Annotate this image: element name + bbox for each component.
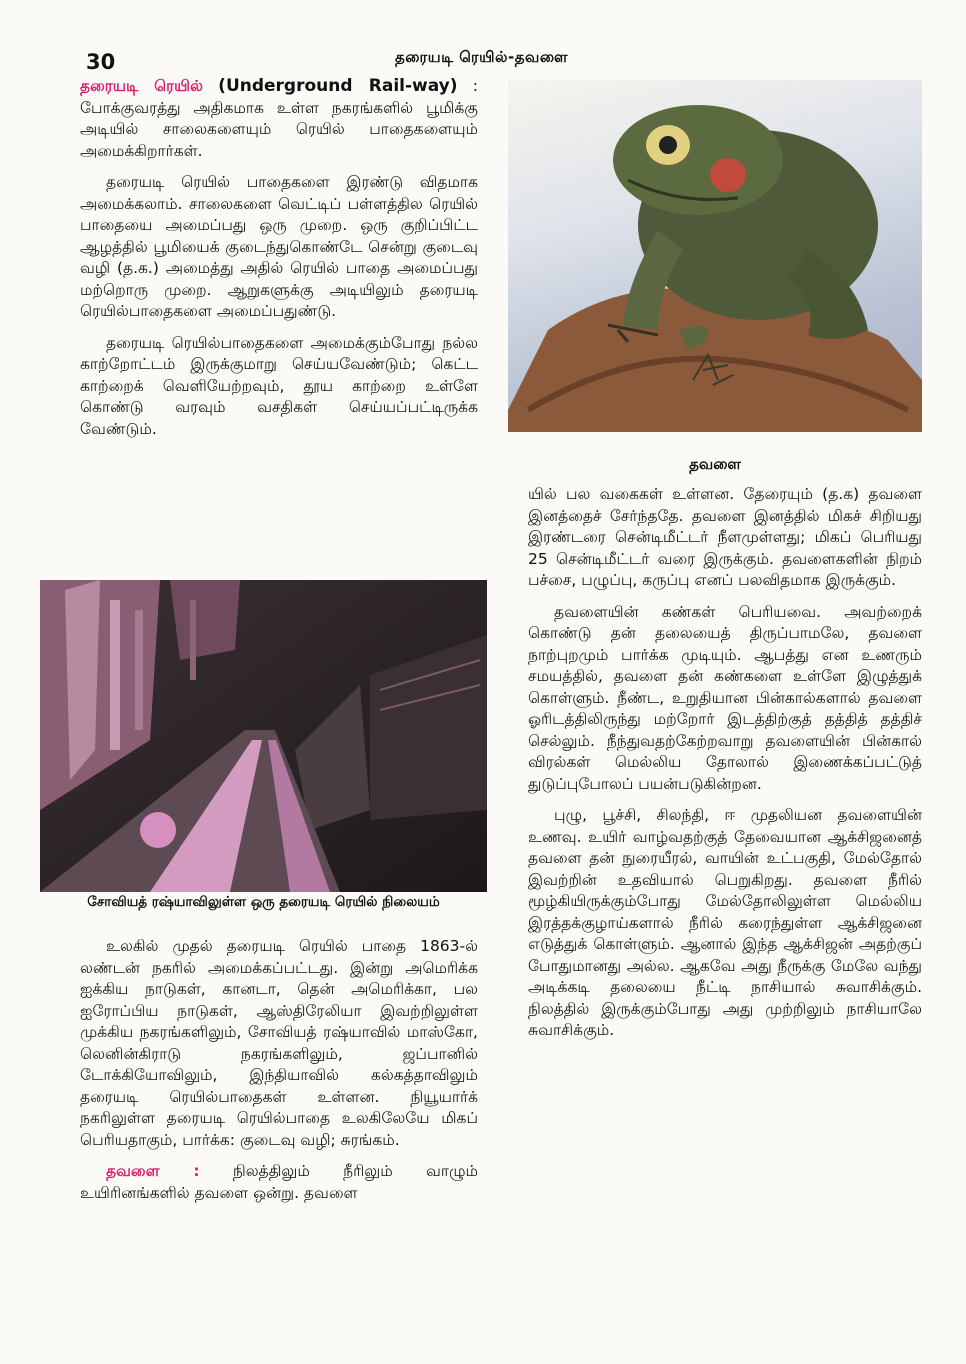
frog-paragraph-4: புழு, பூச்சி, சிலந்தி, ஈ முதலியன தவளையின் உணவு. உயிர் வாழ்வதற்குத் தேவையான ஆக்சிஜனைத் தவளை தன் நுரையீரல், வாயின் உட்பகுதி, மேல்தோல் இவற்றின் உதவியால் பெறுகிறது. தவளை நீரில் மூழ்கியிருக்கும்போது மேல்தோலிலுள்ள மெல்லிய இரத்தக்குழாய்களால் நீரில் கரைந்துள்ள ஆக்சிஜனை எடுத்துக் கொள்ளும். ஆனால் இந்த ஆக்சிஜன் அதற்குப் போதுமானது அல்ல. ஆகவே அது நீருக்கு மேலே வந்து அடிக்கடி தலையை நீட்டி நாசியால் சுவாசிக்கும். நிலத்தில் இருக்கும்போது அது முற்றிலும் நாசியாலே சுவாசிக்கும். xyxy=(528,806,922,1039)
left-column-top xyxy=(80,76,478,450)
running-head: தரையடி ரெயில்-தவளை xyxy=(395,48,569,66)
left-column-bottom xyxy=(80,936,478,1214)
right-column xyxy=(528,484,922,1052)
underground-rail-paragraph-4: உலகில் முதல் தரையடி ரெயில் பாதை 1863-ல் லண்டன் நகரில் அமைக்கப்பட்டது. இன்று அமெரிக்க ஐக்கிய நாடுகள், கானடா, தென் அமெரிக்கா, பல ஐரோப்பிய நாடுகள், ஆஸ்திரேலியா இவற்றிலுள்ள முக்கிய நகரங்களிலும், சோவியத் ரஷ்யாவில் மாஸ்கோ, லெனின்கிராடு நகரங்களிலும், ஜப்பானில் டோக்கியோவிலும், இந்தியாவில் கல்கத்தாவிலும் தரையடி ரெயில்பாதைகள் உள்ளன. நியூயார்க் நகரிலுள்ள தரையடி ரெயில்பாதை உலகிலேயே மிகப் பெரியதாகும், பார்க்க: குடைவு வழி; சுரங்கம். xyxy=(80,937,478,1149)
frog-intro-text: நிலத்திலும் நீரிலும் வாழும் உயிரினங்களில் தவளை ஒன்று. தவளை xyxy=(80,1162,478,1202)
frog-illustration xyxy=(508,80,922,432)
underground-rail-english-term: (Underground Rail-way) xyxy=(218,76,458,96)
frog-image xyxy=(508,80,922,432)
underground-rail-paragraph-1 xyxy=(80,76,478,162)
underground-rail-paragraph-2: தரையடி ரெயில் பாதைகளை இரண்டு விதமாக அமைக்கலாம். சாலைகளை வெட்டிப் பள்ளத்தில ரெயில் பாதையை அமைப்பது ஒரு முறை. ஒரு குறிப்பிட்ட ஆழத்தில் பூமியைக் குடைந்துகொண்டே சென்று குடைவு வழி (த.க.) அமைத்து அதில் ரெயில் பாதை அமைப்பது மற்றொரு முறை. ஆறுகளுக்கு அடியிலும் தரையடி ரெயில்பாதைகளை அமைப்பதுண்டு. xyxy=(80,173,478,320)
underground-rail-paragraph-3: தரையடி ரெயில்பாதைகளை அமைக்கும்போது நல்ல காற்றோட்டம் இருக்குமாறு செய்யவேண்டும்; கெட்ட காற்றைக் வெளியேற்றவும், தூய காற்றை உள்ளே கொண்டு வரவும் வசதிகள் செய்யப்பட்டிருக்க வேண்டும். xyxy=(80,333,478,438)
frog-paragraph-2: யில் பல வகைகள் உள்ளன. தேரையும் (த.க) தவளை இனத்தைச் சேர்ந்ததே. தவளை இனத்தில் மிகச் சிறியது இரண்டரை சென்டிமீட்டர் நீளமுள்ளது; மிகப் பெரியது 25 சென்டிமீட்டர் வரை இருக்கும். தவளைகளின் நிறம் பச்சை, பழுப்பு, கருப்பு எனப் பலவிதமாக இருக்கும். xyxy=(528,485,922,589)
frog-caption: தவளை xyxy=(689,455,741,473)
metro-station-illustration xyxy=(40,580,487,892)
frog-paragraph-1 xyxy=(80,1161,478,1204)
underground-rail-intro-text: : போக்குவரத்து அதிகமாக உள்ள நகரங்களில் பூமிக்கு அடியில் சாலைகளையும் ரெயில் பாதைகளையும் அமைக்கிறார்கள். xyxy=(80,77,478,160)
frog-headword: தவளை : xyxy=(106,1162,200,1180)
frog-paragraph-3: தவளையின் கண்கள் பெரியவை. அவற்றைக் கொண்டு தன் தலையைத் திருப்பாமலே, தவளை நாற்புறமும் பார்க்க முடியும். ஆபத்து என உணரும் சமயத்தில், தவளை தன் கண்களை உள்ளே இழுத்துக் கொள்ளும். நீண்ட, உறுதியான பின்கால்களால் தவளை ஓரிடத்திலிருந்து மற்றோர் இடத்திற்குத் தத்தித் தத்திச் செல்லும். நீந்துவதற்கேற்றவாறு தவளையின் பின்கால் விரல்கள் மெல்லிய தோலால் இணைக்கப்பட்டுத் துடுப்புபோலப் பயன்படுகின்றன. xyxy=(528,602,922,793)
page-number: 30 xyxy=(86,50,116,74)
metro-station-image xyxy=(40,580,487,892)
underground-rail-headword: தரையடி ரெயில் xyxy=(80,77,203,95)
metro-station-caption: சோவியத் ரஷ்யாவிலுள்ள ஒரு தரையடி ரெயில் நிலையம் xyxy=(87,894,440,910)
